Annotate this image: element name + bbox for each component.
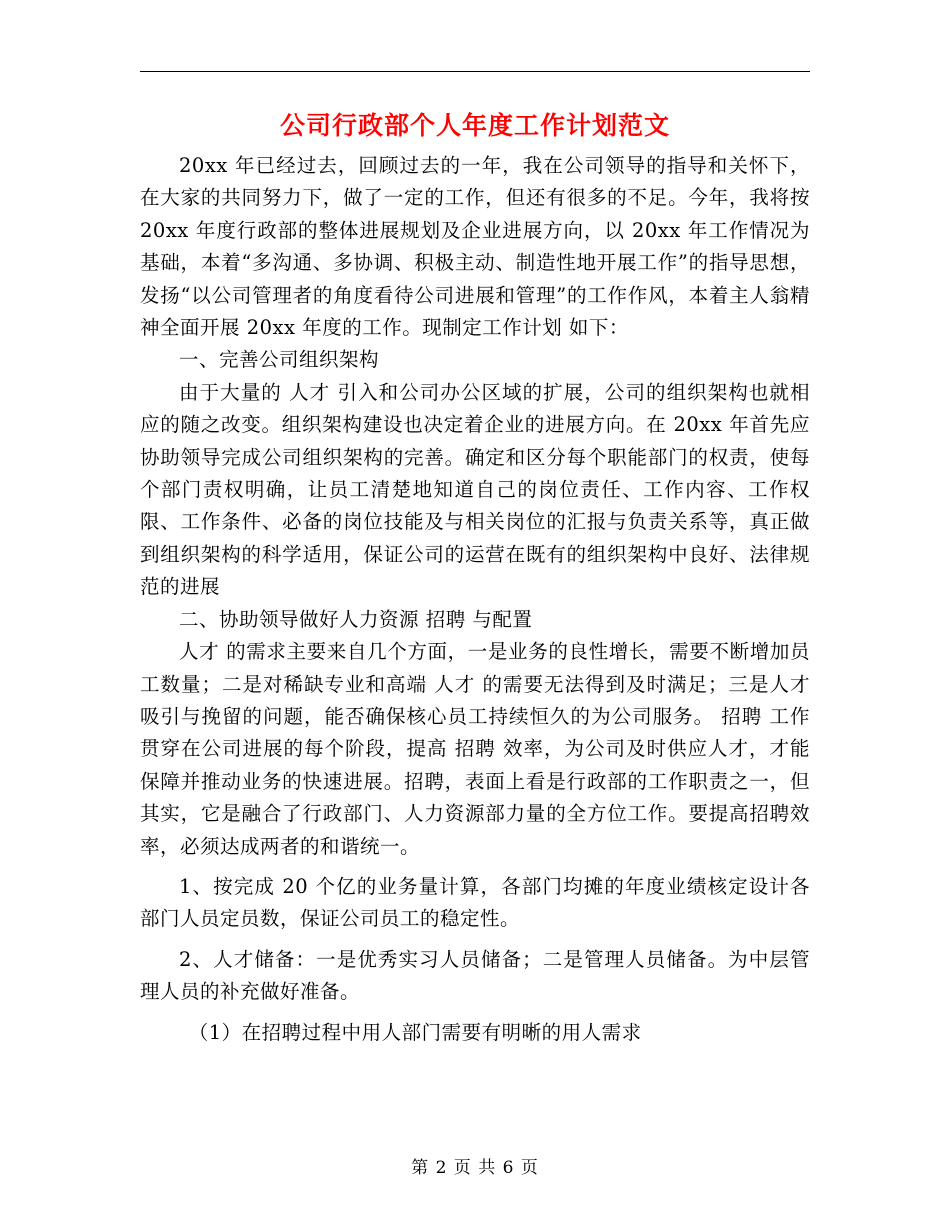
header-rule [140,71,810,72]
section-heading-1: 一、完善公司组织架构 [179,348,380,372]
section-heading-2: 二、协助领导做好人力资源 招聘 与配置 [179,607,533,631]
sub-list-item-1: （1）在招聘过程中用人部门需要有明晰的用人需求 [188,1020,642,1044]
list-item-1: 1、按完成 20 个亿的业务量计算，各部门均摊的年度业绩核定设计各部门人员定员数，保证公司员工的稳定性。 [140,874,810,931]
intro-paragraph: 20xx 年已经过去，回顾过去的一年，我在公司领导的指导和关怀下，在大家的共同努力下，做了一定的工作，但还有很多的不足。今年，我将按 20xx 年度行政部的整体进展规划及企业进展方向，以 20xx 年工作情况为基础，本着“多沟通、多协调、积极主动、制造性地开展工作”的指导思想，发扬“以公司管理者的角度看待公司进展和管理”的工作作风，本着主人翁精神全面开展 20xx 年度的工作。现制定工作计划 如下： [140,154,810,340]
document-title: 公司行政部个人年度工作计划范文 [279,111,670,140]
document-body [140,150,810,1049]
list-item-2: 2、人才储备：一是优秀实习人员储备；二是管理人员储备。为中层管理人员的补充做好准备。 [140,947,810,1004]
section-2-paragraph: 人才 的需求主要来自几个方面，一是业务的良性增长，需要不断增加员工数量；二是对稀缺专业和高端 人才 的需要无法得到及时满足；三是人才吸引与挽留的问题，能否确保核心员工持续恒久的为公司服务。 招聘 工作贯穿在公司进展的每个阶段，提高 招聘 效率，为公司及时供应人才，才能保障并推动业务的快速进展。招聘，表面上看是行政部的工作职责之一，但其实，它是融合了行政部门、人力资源部力量的全方位工作。要提高招聘效率，必须达成两者的和谐统一。 [140,640,810,858]
page-number-footer: 第 2 页 共 6 页 [411,1158,539,1178]
section-1-paragraph: 由于大量的 人才 引入和公司办公区域的扩展，公司的组织架构也就相应的随之改变。组织架构建设也决定着企业的进展方向。在 20xx 年首先应协助领导完成公司组织架构的完善。确定和区分每个职能部门的权责，使每个部门责权明确，让员工清楚地知道自己的岗位责任、工作内容、工作权限、工作条件、必备的岗位技能及与相关岗位的汇报与负责关系等，真正做到组织架构的科学适用，保证公司的运营在既有的组织架构中良好、法律规范的进展 [140,380,810,599]
